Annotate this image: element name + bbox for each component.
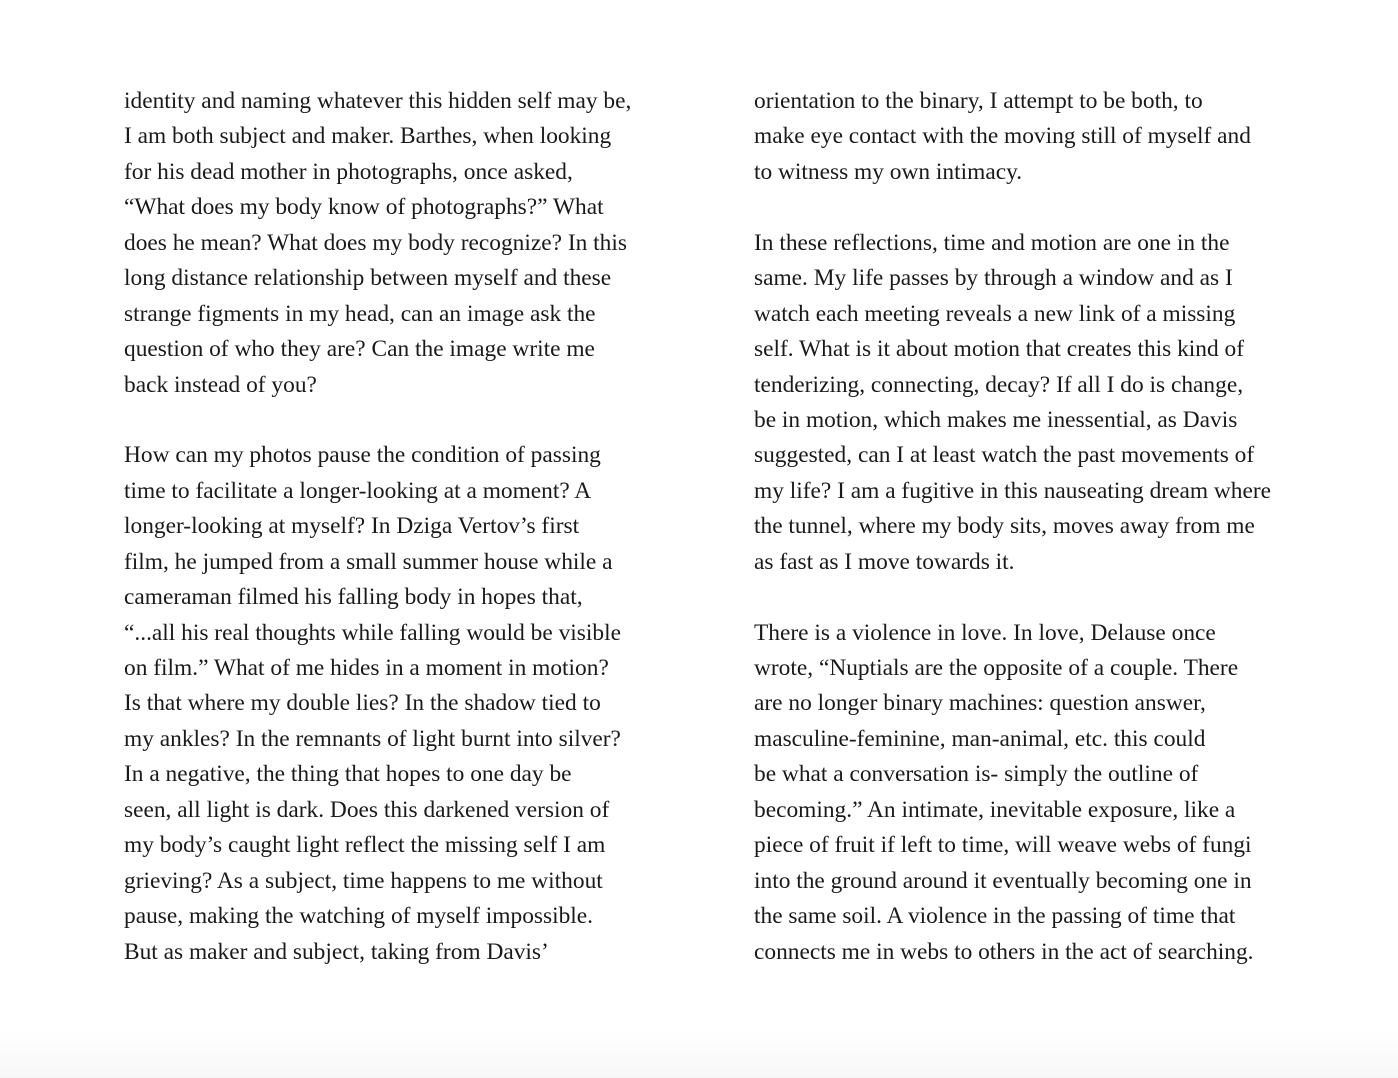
text-line: How can my photos pause the condition of passing — [124, 442, 601, 469]
text-line: be in motion, which makes me inessential, as Davis — [754, 406, 1238, 433]
text-line: longer-looking at myself? In Dziga Vertov’s first — [124, 513, 580, 540]
paragraph — [754, 616, 1314, 970]
text-line: becoming.” An intimate, inevitable exposure, like a — [754, 796, 1236, 823]
text-line: pause, making the watching of myself impossible. — [124, 903, 594, 930]
text-line: Is that where my double lies? In the shadow tied to — [124, 690, 601, 717]
text-line: wrote, “Nuptials are the opposite of a couple. There — [754, 655, 1239, 681]
text-line: In a negative, the thing that hopes to one day be — [124, 761, 572, 788]
text-line: masculine-feminine, man-animal, etc. this could — [754, 725, 1206, 752]
text-line: There is a violence in love. In love, Delause once — [754, 619, 1216, 646]
text-line: does he mean? What does my body recognize? In this — [124, 229, 627, 256]
text-line: time to facilitate a longer-looking at a moment? A — [124, 477, 592, 504]
paragraph — [754, 226, 1314, 580]
text-line: long distance relationship between myself and these — [124, 265, 612, 292]
left-text-column — [124, 84, 684, 1005]
text-line: watch each meeting reveals a new link of a missing — [754, 300, 1236, 327]
text-line: suggested, can I at least watch the past movements of — [754, 442, 1255, 469]
text-line: my ankles? In the remnants of light burnt into silver? — [124, 725, 621, 752]
text-line: grieving? As a subject, time happens to me without — [124, 867, 603, 894]
text-line: strange figments in my head, can an image ask the — [124, 300, 596, 327]
text-line: on film.” What of me hides in a moment in motion? — [124, 655, 609, 681]
text-line: question of who they are? Can the image write me — [124, 336, 595, 363]
text-line: self. What is it about motion that creates this kind of — [754, 336, 1245, 363]
paragraph — [124, 438, 684, 970]
paragraph — [124, 84, 684, 403]
text-line: piece of fruit if left to time, will weave webs of fungi — [754, 832, 1252, 859]
text-line: be what a conversation is- simply the outline of — [754, 761, 1199, 788]
text-line: are no longer binary machines: question answer, — [754, 690, 1206, 717]
text-line: In these reflections, time and motion are one in the — [754, 229, 1230, 256]
text-line: make eye contact with the moving still of myself and — [754, 123, 1251, 150]
text-line: my body’s caught light reflect the missing self I am — [124, 832, 606, 859]
text-line: tenderizing, connecting, decay? If all I do is change, — [754, 371, 1244, 398]
text-line: connects me in webs to others in the act of searching. — [754, 938, 1254, 965]
text-line: same. My life passes by through a window and as I — [754, 265, 1233, 292]
text-line: seen, all light is dark. Does this darkened version of — [124, 796, 610, 823]
text-line: back instead of you? — [124, 371, 317, 398]
right-text-column — [754, 84, 1314, 1005]
text-line: as fast as I move towards it. — [754, 548, 1015, 575]
text-line: the tunnel, where my body sits, moves away from me — [754, 513, 1255, 540]
text-line: But as maker and subject, taking from Davis’ — [124, 938, 549, 965]
text-line: identity and naming whatever this hidden self may be, — [124, 88, 632, 114]
text-line: orientation to the binary, I attempt to be both, to — [754, 88, 1203, 114]
text-line: my life? I am a fugitive in this nauseating dream where — [754, 477, 1272, 504]
text-line: for his dead mother in photographs, once asked, — [124, 158, 573, 185]
paragraph — [754, 84, 1314, 190]
text-line: the same soil. A violence in the passing of time that — [754, 903, 1236, 930]
text-line: cameraman filmed his falling body in hopes that, — [124, 584, 583, 611]
text-line: film, he jumped from a small summer house while a — [124, 548, 613, 575]
text-line: into the ground around it eventually becoming one in — [754, 867, 1252, 894]
text-line: to witness my own intimacy. — [754, 158, 1023, 185]
text-line: “What does my body know of photographs?” What — [124, 194, 604, 221]
text-line: “...all his real thoughts while falling would be visible — [124, 619, 621, 646]
text-line: I am both subject and maker. Barthes, when looking — [124, 123, 612, 150]
